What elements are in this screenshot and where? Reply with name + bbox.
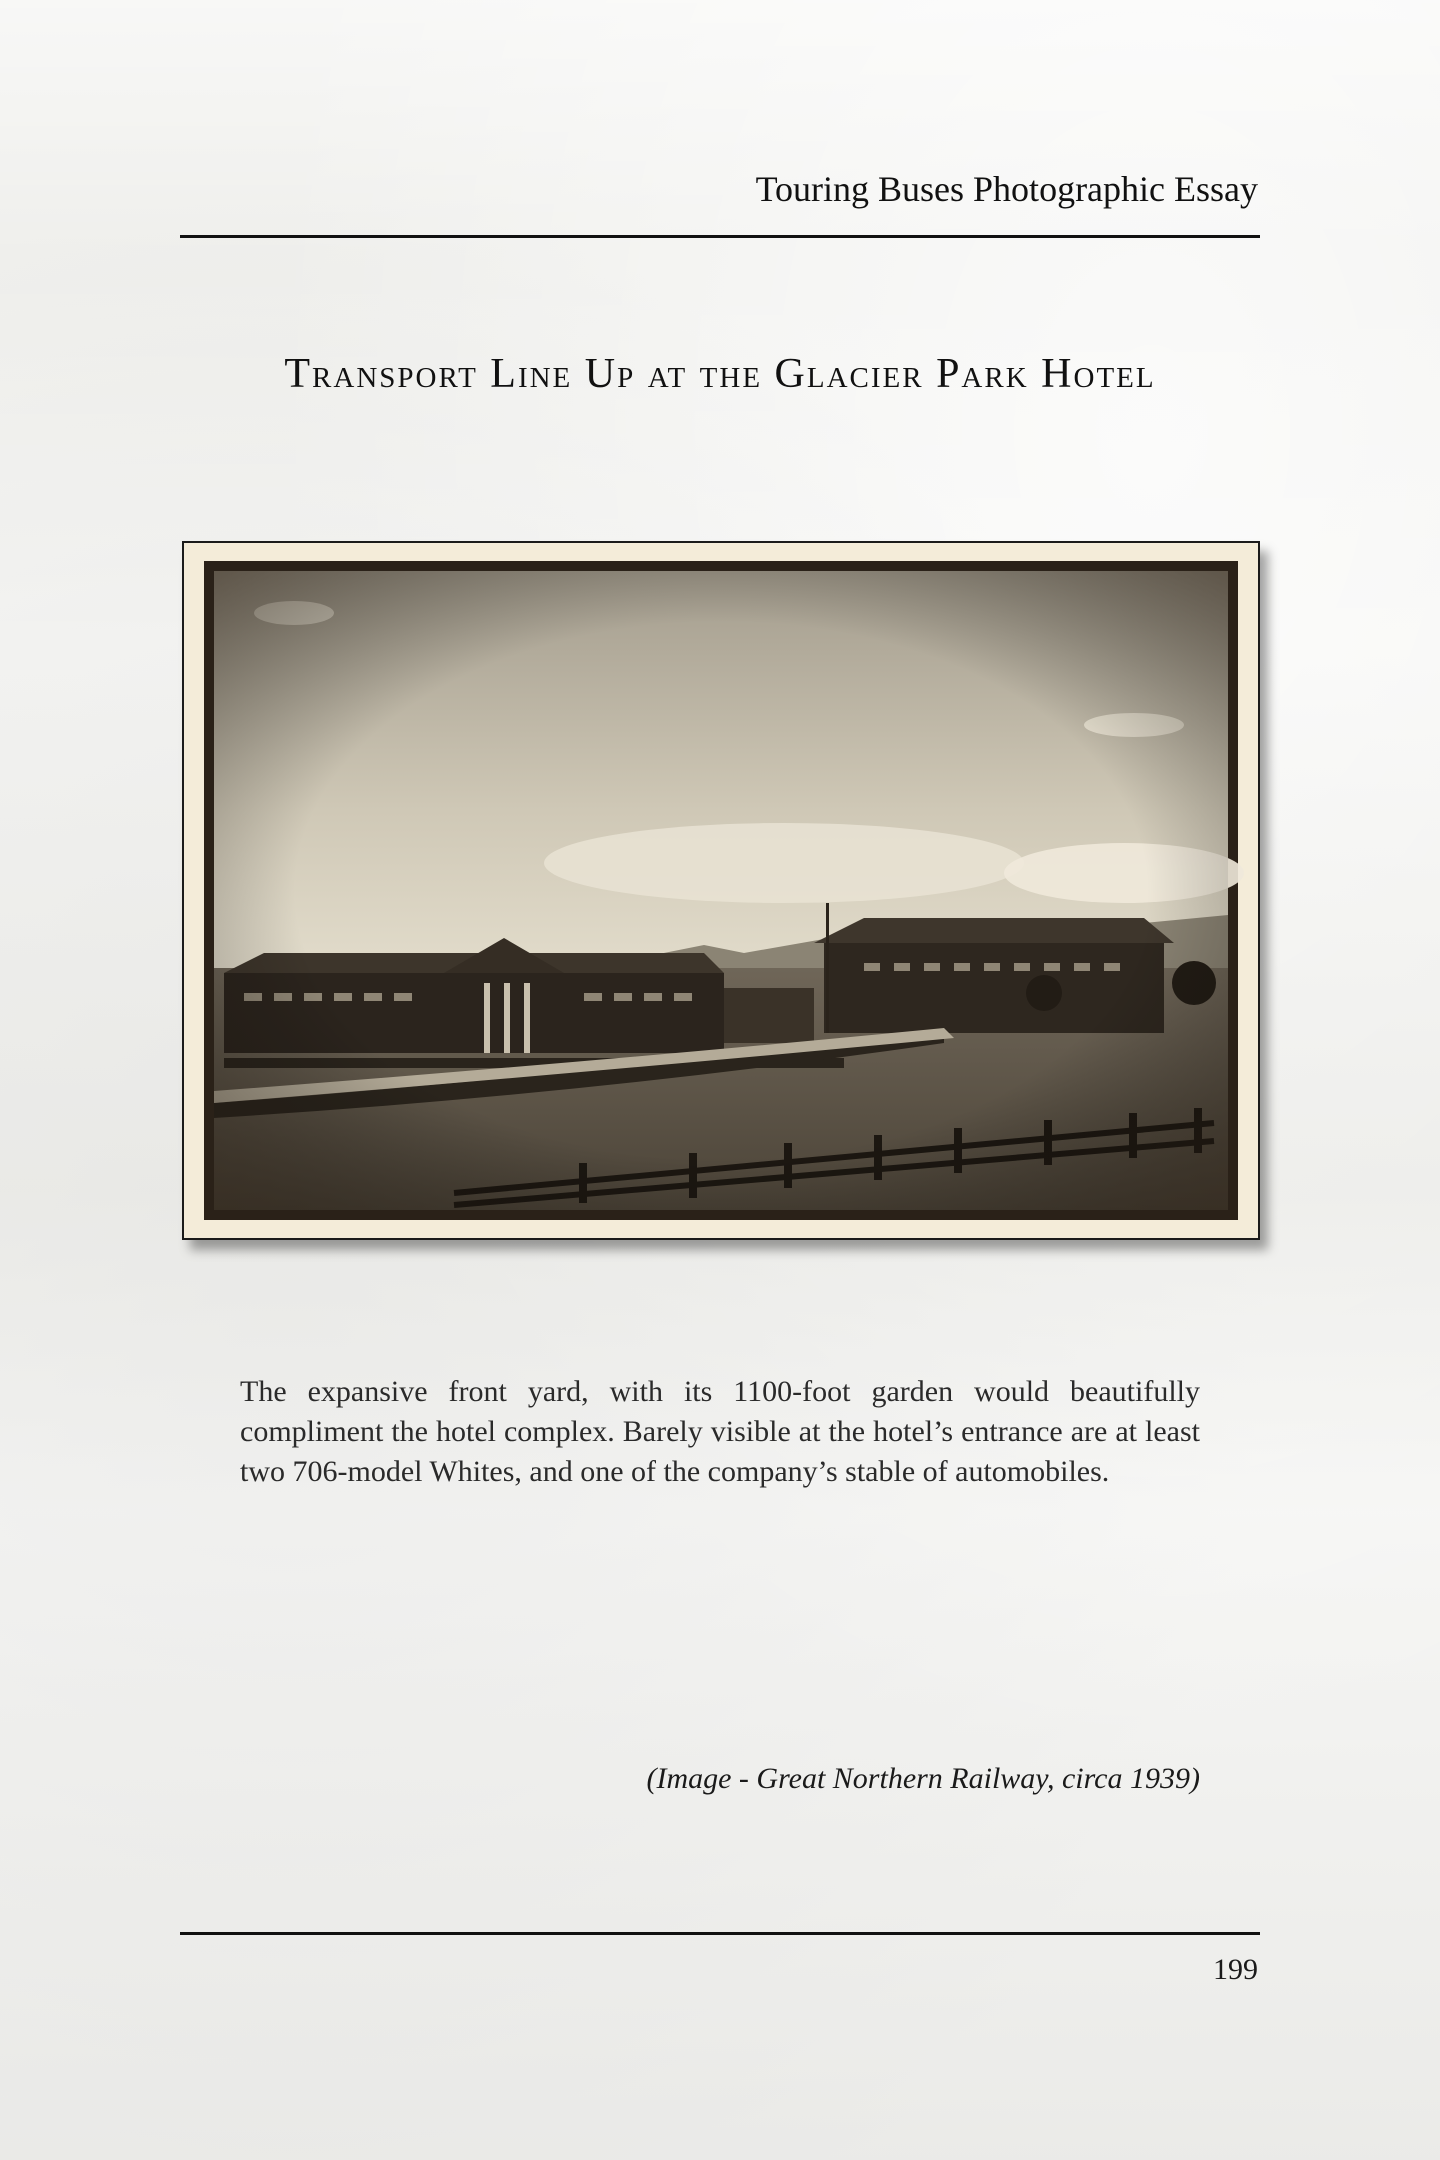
header-rule	[180, 235, 1260, 238]
historic-hotel-photo-icon	[184, 543, 1258, 1238]
page-title: Transport Line Up at the Glacier Park Hotel	[284, 351, 1156, 397]
page-number: 199	[1213, 1953, 1258, 1986]
photo-caption: The expansive front yard, with its 1100-foot garden would beautifully compliment the hotel complex. Barely visible at the hotel’s entrance are at least two 706-model Whites, and one of the company’s stable of automobiles.	[240, 1375, 1200, 1488]
running-header: Touring Buses Photographic Essay	[755, 169, 1258, 209]
hotel-photograph	[182, 541, 1260, 1240]
footer-rule	[180, 1932, 1260, 1935]
image-credit: (Image - Great Northern Railway, circa 1939)	[646, 1762, 1200, 1795]
